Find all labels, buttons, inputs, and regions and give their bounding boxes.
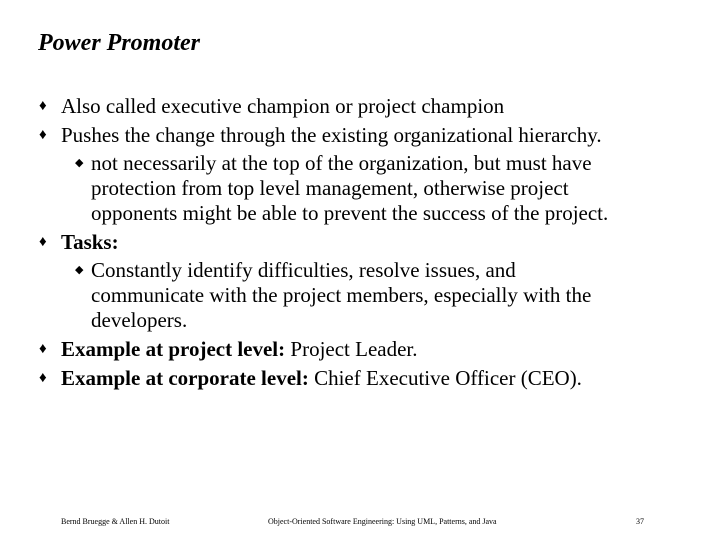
bullet-marker-icon: ♦ [39,98,47,114]
bullet-text: Pushes the change through the existing organizational hierarchy. [61,123,602,147]
bullet-marker-icon: ♦ [39,341,47,357]
bullet-bold-label: Example at project level: [61,337,286,361]
bullet-bold-label: Tasks: [61,230,119,254]
sub-bullet-marker-icon: ◆ [75,264,84,276]
bullet-item [0,229,720,255]
bullet-item [0,93,720,119]
bullet-marker-icon: ♦ [39,127,47,143]
sub-bullet-item [0,258,720,333]
bullet-text: Also called executive champion or project champion [61,94,505,118]
page-title: Power Promoter [38,30,200,56]
sub-bullet-line: not necessarily at the top of the organization, but must have [91,151,592,175]
bullet-text: Chief Executive Officer (CEO). [308,366,582,390]
bullet-marker-icon: ♦ [39,370,47,386]
sub-bullet-marker-icon: ◆ [75,157,84,169]
sub-bullet-item [0,151,720,226]
bullet-item [0,122,720,148]
bullet-bold-label: Example at corporate level: [61,366,309,390]
sub-bullet-line: opponents might be able to prevent the success of the project. [91,201,609,225]
sub-bullet-line: communicate with the project members, especially with the [91,283,592,307]
bullet-list [0,93,720,394]
bullet-text: Project Leader. [285,337,418,361]
bullet-item [0,336,720,362]
footer-book-title: Object-Oriented Software Engineering: Using UML, Patterns, and Java [268,517,497,526]
sub-bullet-line: protection from top level management, otherwise project [91,176,569,200]
footer-authors: Bernd Bruegge & Allen H. Dutoit [61,517,170,526]
footer-page-number: 37 [636,517,644,526]
bullet-marker-icon: ♦ [39,234,47,250]
sub-bullet-line: developers. [91,308,188,332]
sub-bullet-line: Constantly identify difficulties, resolve issues, and [91,258,516,282]
bullet-item [0,365,720,391]
